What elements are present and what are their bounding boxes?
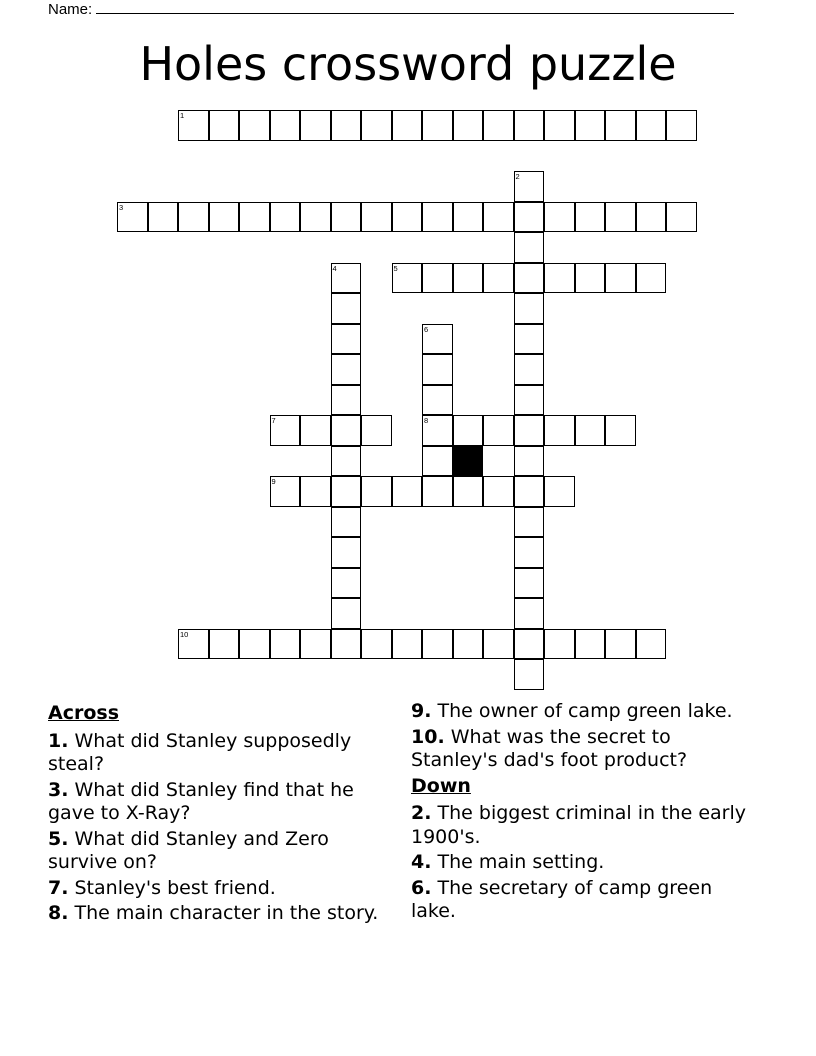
grid-cell[interactable]: [422, 263, 453, 294]
grid-cell[interactable]: [514, 598, 545, 629]
grid-cell[interactable]: [514, 263, 545, 294]
grid-cell[interactable]: [148, 202, 179, 233]
grid-cell[interactable]: [239, 110, 270, 141]
grid-cell[interactable]: [514, 202, 545, 233]
grid-cell[interactable]: [422, 110, 453, 141]
grid-cell[interactable]: [270, 629, 301, 660]
grid-cell[interactable]: [361, 476, 392, 507]
clue-across-10: [411, 726, 761, 773]
grid-cell[interactable]: [331, 293, 362, 324]
down-heading: Down: [411, 774, 471, 797]
grid-cell[interactable]: [483, 629, 514, 660]
grid-cell[interactable]: [514, 110, 545, 141]
grid-cell[interactable]: [453, 263, 484, 294]
clue-text: The biggest criminal in the early 1900's.: [411, 802, 746, 848]
grid-cell[interactable]: [331, 537, 362, 568]
grid-cell[interactable]: [331, 415, 362, 446]
clue-text: The main character in the story.: [74, 902, 379, 924]
grid-cell[interactable]: [331, 354, 362, 385]
clue-number: 7.: [48, 876, 69, 899]
grid-cell[interactable]: [270, 476, 301, 507]
clue-number: 8.: [48, 902, 69, 924]
grid-cell[interactable]: [514, 415, 545, 446]
grid-cell[interactable]: [514, 232, 545, 263]
grid-cell[interactable]: [575, 263, 606, 294]
grid-cell[interactable]: [422, 354, 453, 385]
grid-cell[interactable]: [392, 110, 423, 141]
grid-cell[interactable]: [636, 202, 667, 233]
clues-left-column: [48, 700, 393, 928]
grid-cell[interactable]: [178, 629, 209, 660]
grid-cell[interactable]: [331, 202, 362, 233]
grid-cell[interactable]: [239, 202, 270, 233]
grid-cell[interactable]: [361, 629, 392, 660]
grid-cell[interactable]: [605, 629, 636, 660]
grid-cell[interactable]: [422, 202, 453, 233]
grid-cell[interactable]: [544, 476, 575, 507]
grid-cell[interactable]: [605, 202, 636, 233]
grid-cell[interactable]: [270, 110, 301, 141]
clue-down-2: [411, 802, 761, 849]
grid-cell[interactable]: [331, 598, 362, 629]
clue-number: 10.: [411, 725, 445, 748]
grid-cell[interactable]: [514, 476, 545, 507]
clue-number-label: 7: [271, 416, 276, 425]
grid-cell[interactable]: [453, 110, 484, 141]
grid-cell[interactable]: [300, 415, 331, 446]
grid-cell[interactable]: [392, 476, 423, 507]
clue-text: What did Stanley find that he gave to X-Ray?: [48, 778, 354, 824]
grid-cell[interactable]: [209, 629, 240, 660]
grid-cell[interactable]: [117, 202, 148, 233]
clue-number-label: 2: [515, 172, 520, 181]
grid-cell[interactable]: [544, 202, 575, 233]
clue-across-9: [411, 700, 761, 724]
grid-cell[interactable]: [331, 446, 362, 477]
grid-cell[interactable]: [514, 659, 545, 690]
clue-number-label: 10: [180, 629, 189, 639]
grid-cell[interactable]: [209, 202, 240, 233]
grid-cell[interactable]: [300, 476, 331, 507]
name-label: Name:: [48, 1, 93, 18]
grid-cell[interactable]: [514, 385, 545, 416]
grid-cell[interactable]: [422, 446, 453, 477]
grid-cell[interactable]: [422, 385, 453, 416]
clue-text: What did Stanley and Zero survive on?: [48, 827, 329, 873]
clue-text: The owner of camp green lake.: [437, 700, 733, 722]
grid-cell[interactable]: [636, 110, 667, 141]
grid-cell[interactable]: [331, 110, 362, 141]
clue-text: What did Stanley supposedly steal?: [48, 729, 352, 775]
grid-cell[interactable]: [270, 415, 301, 446]
grid-cell[interactable]: [575, 110, 606, 141]
grid-cell[interactable]: [392, 629, 423, 660]
clue-down-4: [411, 851, 761, 875]
grid-cell[interactable]: [666, 202, 697, 233]
clue-number: 3.: [48, 778, 69, 801]
clues-right-column: [411, 700, 761, 926]
grid-cell[interactable]: [361, 110, 392, 141]
grid-cell[interactable]: [239, 629, 270, 660]
clue-number-label: 5: [393, 263, 398, 273]
grid-cell[interactable]: [636, 263, 667, 294]
grid-cell[interactable]: [483, 110, 514, 141]
across-heading: Across: [48, 702, 120, 724]
grid-cell[interactable]: [575, 629, 606, 660]
clue-number-label: 8: [424, 416, 429, 425]
clue-across-5: [48, 828, 393, 875]
puzzle-title: Holes crossword puzzle: [139, 37, 677, 91]
clue-number: 5.: [48, 827, 69, 850]
clue-number: 6.: [411, 876, 432, 899]
grid-cell[interactable]: [514, 171, 545, 202]
grid-cell[interactable]: [331, 385, 362, 416]
grid-cell[interactable]: [514, 293, 545, 324]
clue-across-8: [48, 902, 393, 926]
clue-text: The secretary of camp green lake.: [411, 876, 713, 922]
grid-cell[interactable]: [544, 415, 575, 446]
clue-text: What was the secret to Stanley's dad's foot product?: [411, 725, 688, 771]
grid-cell[interactable]: [453, 415, 484, 446]
grid-cell[interactable]: [453, 476, 484, 507]
grid-cell[interactable]: [392, 263, 423, 294]
grid-cell[interactable]: [300, 110, 331, 141]
grid-cell[interactable]: [483, 415, 514, 446]
clue-down-6: [411, 877, 761, 924]
grid-cell[interactable]: [422, 629, 453, 660]
grid-cell[interactable]: [544, 263, 575, 294]
grid-cell[interactable]: [575, 202, 606, 233]
grid-cell[interactable]: [300, 202, 331, 233]
grid-cell[interactable]: [331, 629, 362, 660]
grid-cell[interactable]: [453, 202, 484, 233]
grid-cell[interactable]: [422, 476, 453, 507]
clue-across-7: [48, 877, 393, 901]
grid-cell[interactable]: [270, 202, 301, 233]
grid-cell[interactable]: [514, 629, 545, 660]
grid-cell[interactable]: [666, 110, 697, 141]
clue-across-1: [48, 730, 393, 777]
grid-cell[interactable]: [300, 629, 331, 660]
clue-text: Stanley's best friend.: [74, 876, 276, 899]
grid-cell[interactable]: [331, 568, 362, 599]
grid-cell[interactable]: [514, 568, 545, 599]
name-blank-line[interactable]: [96, 0, 734, 14]
black-square: [453, 446, 484, 477]
grid-cell[interactable]: [514, 324, 545, 355]
clue-across-3: [48, 779, 393, 826]
grid-cell[interactable]: [605, 415, 636, 446]
grid-cell[interactable]: [453, 629, 484, 660]
grid-cell[interactable]: [178, 202, 209, 233]
clue-number: 9.: [411, 700, 432, 722]
clue-number-label: 9: [271, 477, 276, 486]
grid-cell[interactable]: [422, 415, 453, 446]
clue-number-label: 4: [332, 263, 337, 273]
clue-number-label: 6: [424, 324, 429, 334]
grid-cell[interactable]: [209, 110, 240, 141]
grid-cell[interactable]: [483, 263, 514, 294]
grid-cell[interactable]: [361, 202, 392, 233]
grid-cell[interactable]: [636, 629, 667, 660]
grid-cell[interactable]: [331, 476, 362, 507]
grid-cell[interactable]: [544, 629, 575, 660]
grid-cell[interactable]: [483, 476, 514, 507]
name-field[interactable]: [48, 0, 734, 19]
grid-cell[interactable]: [178, 110, 209, 141]
grid-cell[interactable]: [331, 507, 362, 538]
grid-cell[interactable]: [422, 324, 453, 355]
grid-cell[interactable]: [514, 537, 545, 568]
grid-cell[interactable]: [544, 110, 575, 141]
clue-number: 1.: [48, 729, 69, 752]
grid-cell[interactable]: [575, 415, 606, 446]
grid-cell[interactable]: [514, 446, 545, 477]
clue-text: The main setting.: [437, 851, 605, 873]
clue-number-label: 3: [119, 202, 124, 212]
grid-cell[interactable]: [514, 507, 545, 538]
grid-cell[interactable]: [331, 263, 362, 294]
grid-cell[interactable]: [331, 324, 362, 355]
clue-number-label: 1: [180, 111, 185, 120]
clue-number: 4.: [411, 851, 432, 873]
clue-number: 2.: [411, 802, 432, 824]
grid-cell[interactable]: [605, 263, 636, 294]
grid-cell[interactable]: [361, 415, 392, 446]
grid-cell[interactable]: [392, 202, 423, 233]
grid-cell[interactable]: [514, 354, 545, 385]
grid-cell[interactable]: [605, 110, 636, 141]
grid-cell[interactable]: [483, 202, 514, 233]
